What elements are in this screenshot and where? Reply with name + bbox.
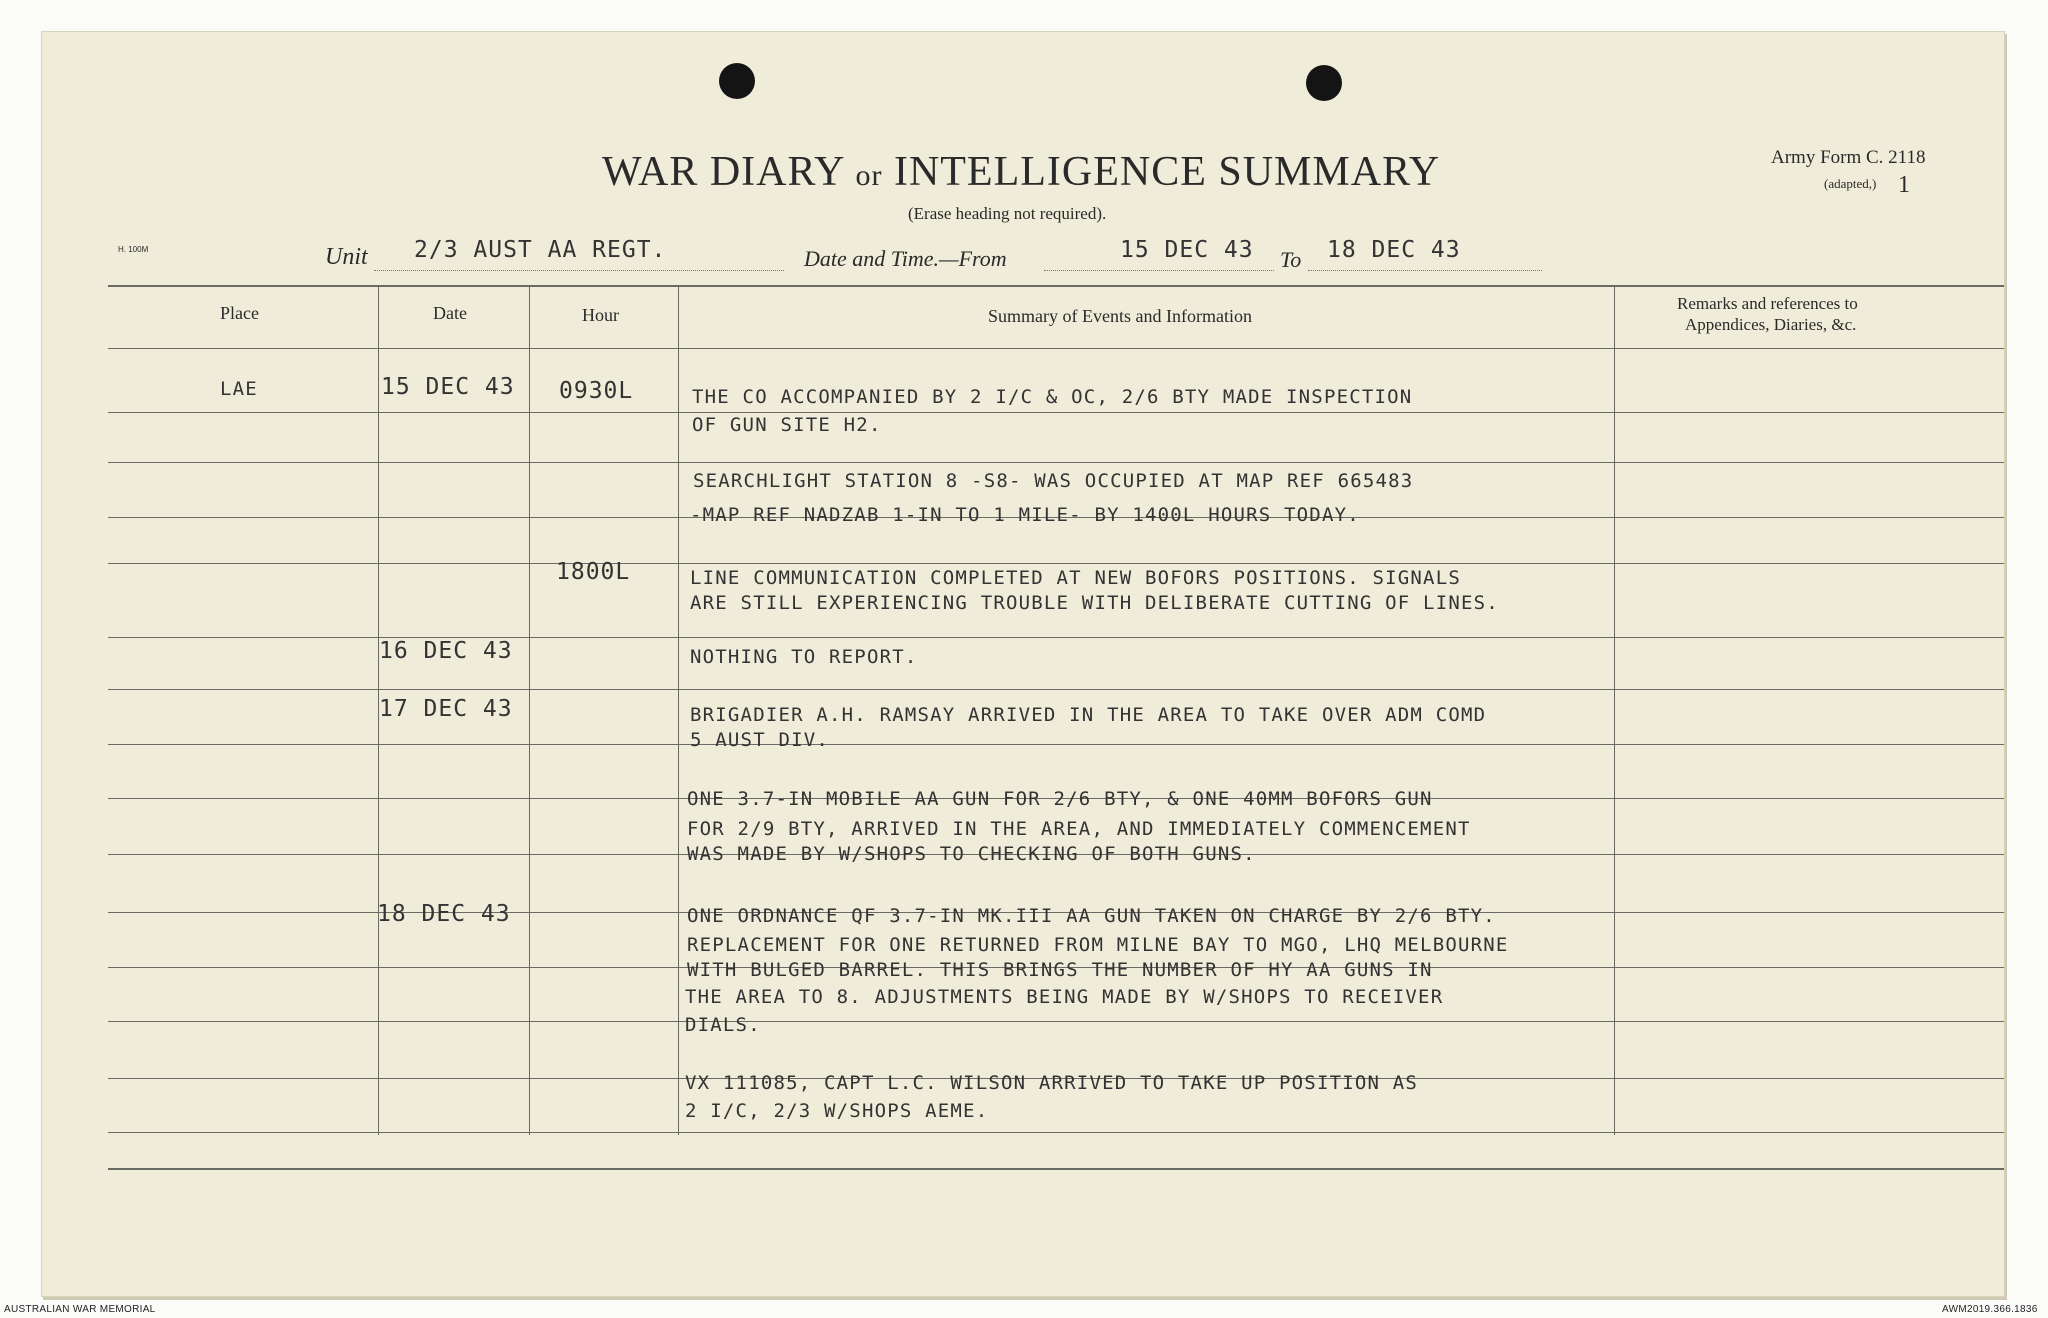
header-hour: Hour: [582, 305, 619, 325]
footer-institution: AUSTRALIAN WAR MEMORIAL: [4, 1304, 156, 1315]
ruled-line: [108, 462, 2004, 463]
table-top-rule: [108, 285, 2004, 287]
summary-line: ONE ORDNANCE QF 3.7-IN MK.III AA GUN TAKEN ON CHARGE BY 2/6 BTY.: [687, 905, 1496, 927]
header-bottom-rule: [108, 348, 2004, 349]
army-form-adapted: (adapted,): [1824, 176, 1877, 191]
from-dotted-line: [1044, 270, 1274, 271]
header-summary: Summary of Events and Information: [988, 306, 1252, 326]
summary-line: WITH BULGED BARREL. THIS BRINGS THE NUMBER OF HY AA GUNS IN: [687, 959, 1433, 981]
punch-hole-left: [719, 63, 755, 99]
form-subtitle: (Erase heading not required).: [908, 204, 1107, 223]
hour-entry: 1800L: [556, 559, 631, 585]
punch-hole-right: [1306, 65, 1342, 101]
summary-line: 2 I/C, 2/3 W/SHOPS AEME.: [685, 1100, 989, 1122]
ruled-line: [108, 563, 2004, 564]
summary-line: ARE STILL EXPERIENCING TROUBLE WITH DELIBERATE CUTTING OF LINES.: [690, 592, 1499, 614]
header-date: Date: [433, 303, 467, 323]
header-place: Place: [220, 303, 259, 323]
from-date: 15 DEC 43: [1120, 237, 1254, 263]
summary-line: ONE 3.7-IN MOBILE AA GUN FOR 2/6 BTY, & ONE 40MM BOFORS GUN: [687, 788, 1433, 810]
form-title: [602, 148, 1440, 196]
hour-entry: 0930L: [559, 378, 634, 404]
header-remarks-line-1: Remarks and references to: [1677, 294, 1858, 313]
summary-line: DIALS.: [685, 1014, 761, 1036]
date-entry: 15 DEC 43: [381, 374, 515, 400]
summary-line: OF GUN SITE H2.: [692, 414, 882, 436]
to-label: To: [1280, 247, 1302, 272]
date-entry: 16 DEC 43: [379, 638, 513, 664]
form-code: H. 100M: [118, 245, 149, 254]
summary-line: NOTHING TO REPORT.: [690, 646, 918, 668]
ruled-line: [108, 412, 2004, 413]
table-bottom-rule: [108, 1168, 2004, 1170]
to-dotted-line: [1308, 270, 1542, 271]
ruled-line: [108, 689, 2004, 690]
ruled-line: [108, 744, 2004, 745]
summary-line: SEARCHLIGHT STATION 8 -S8- WAS OCCUPIED AT MAP REF 665483: [693, 470, 1414, 492]
summary-line: WAS MADE BY W/SHOPS TO CHECKING OF BOTH GUNS.: [687, 843, 1256, 865]
unit-label: Unit: [325, 244, 368, 270]
title-or: or: [855, 159, 883, 192]
date-entry: 17 DEC 43: [379, 696, 513, 722]
title-intelligence-summary: INTELLIGENCE SUMMARY: [893, 149, 1441, 195]
summary-line: 5 AUST DIV.: [690, 729, 830, 751]
summary-line: LINE COMMUNICATION COMPLETED AT NEW BOFORS POSITIONS. SIGNALS: [690, 567, 1461, 589]
title-war-diary: WAR DIARY: [602, 149, 844, 195]
footer-accession-number: AWM2019.366.1836: [1942, 1304, 2038, 1315]
summary-line: BRIGADIER A.H. RAMSAY ARRIVED IN THE AREA TO TAKE OVER ADM COMD: [690, 704, 1487, 726]
place-lae: LAE: [220, 378, 258, 400]
summary-line: VX 111085, CAPT L.C. WILSON ARRIVED TO TAKE UP POSITION AS: [685, 1072, 1419, 1094]
ruled-line: [108, 1021, 2004, 1022]
sheet-number: 1: [1898, 172, 1910, 198]
unit-dotted-line: [374, 270, 784, 271]
army-form-number: Army Form C. 2118: [1771, 147, 1926, 168]
diary-sheet: [41, 31, 2005, 1297]
ruled-line: [108, 1132, 2004, 1133]
date-entry: 18 DEC 43: [377, 901, 511, 927]
date-time-label: Date and Time.—From: [804, 246, 1007, 271]
to-date: 18 DEC 43: [1327, 237, 1461, 263]
summary-line: -MAP REF NADZAB 1-IN TO 1 MILE- BY 1400L HOURS TODAY.: [690, 504, 1360, 526]
header-remarks-line-2: Appendices, Diaries, &c.: [1685, 315, 1857, 334]
summary-line: THE AREA TO 8. ADJUSTMENTS BEING MADE BY W/SHOPS TO RECEIVER: [685, 986, 1444, 1008]
summary-line: REPLACEMENT FOR ONE RETURNED FROM MILNE BAY TO MGO, LHQ MELBOURNE: [687, 934, 1509, 956]
unit-value: 2/3 AUST AA REGT.: [414, 237, 667, 263]
summary-line: THE CO ACCOMPANIED BY 2 I/C & OC, 2/6 BTY MADE INSPECTION: [692, 386, 1413, 408]
summary-line: FOR 2/9 BTY, ARRIVED IN THE AREA, AND IMMEDIATELY COMMENCEMENT: [687, 818, 1471, 840]
